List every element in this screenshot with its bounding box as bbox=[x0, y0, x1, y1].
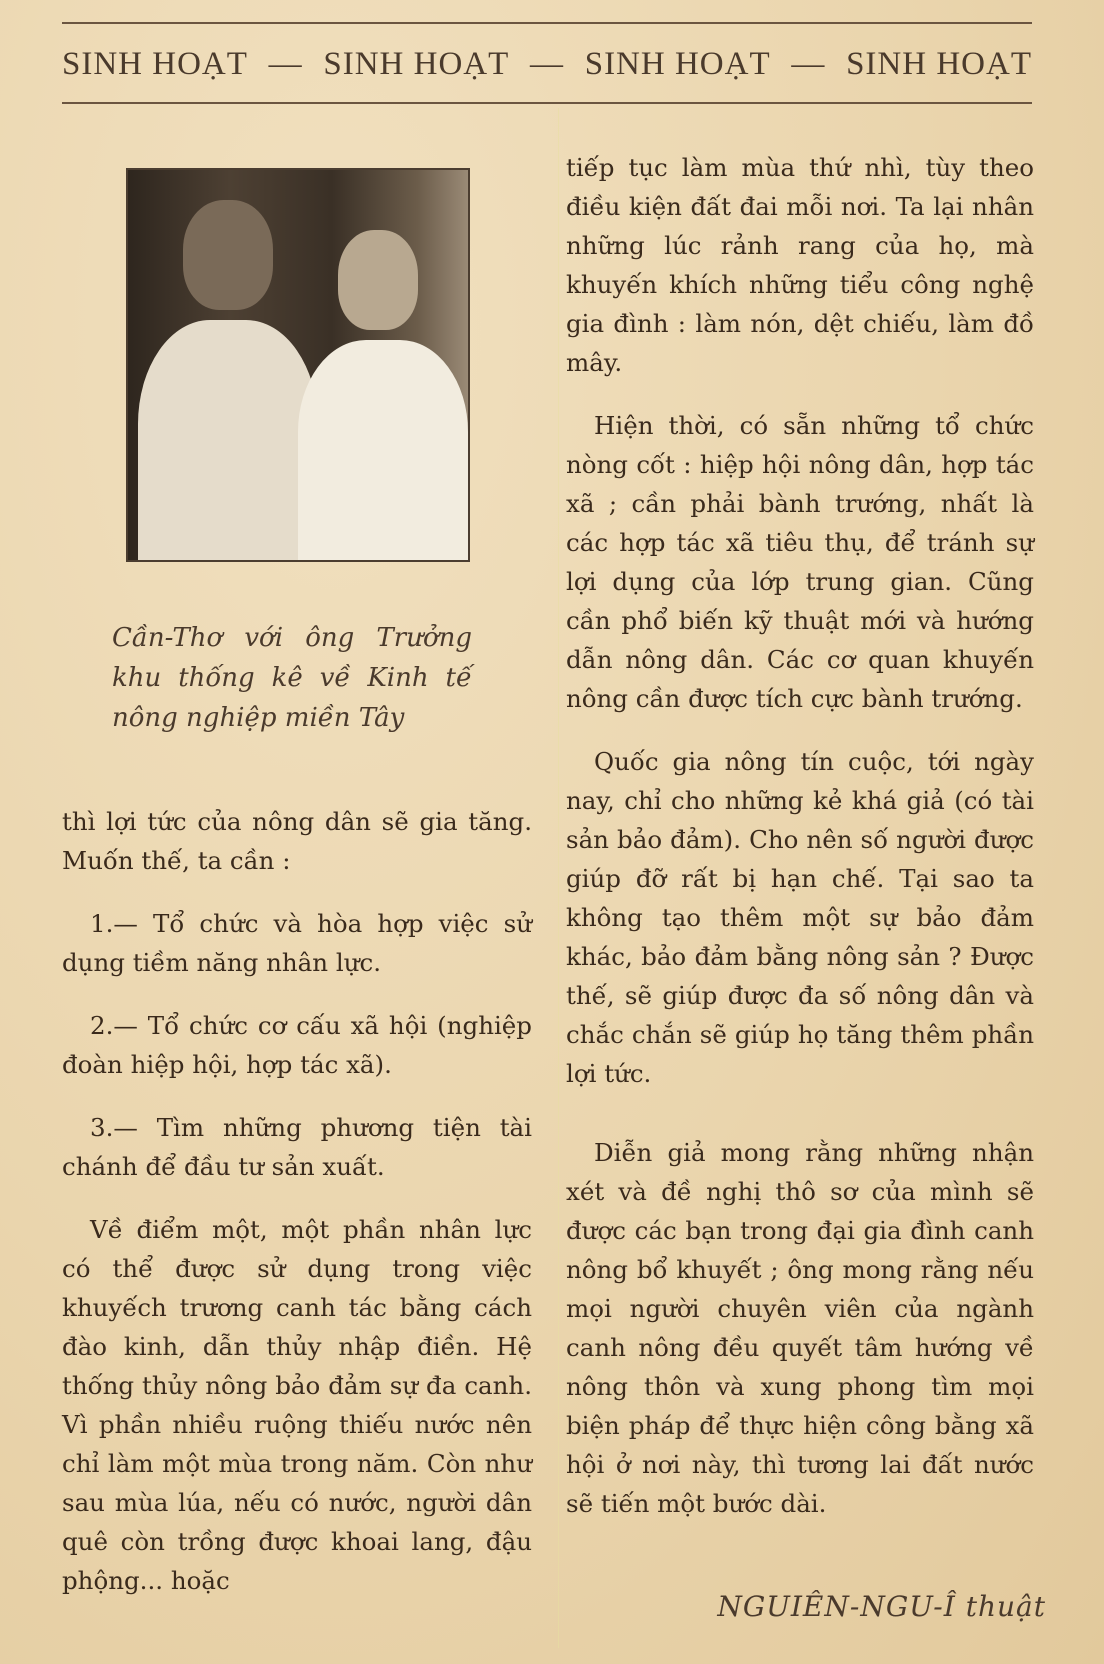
left-column bbox=[62, 802, 532, 1600]
paragraph: Hiện thời, có sẵn những tổ chức nòng cốt : hiệp hội nông dân, hợp tác xã ; cần phải bành trướng, nhất là các hợp tác xã tiêu thụ, để tránh sự lợi dụng của lớp trung gian. Cũng cần phổ biến kỹ thuật mới và hướng dẫn nông dân. Các cơ quan khuyến nông cần được tích cực bành trướng. bbox=[566, 411, 1034, 713]
header-segment: SINH HOẠT bbox=[323, 45, 510, 82]
photo-person-left bbox=[138, 200, 313, 560]
right-column bbox=[566, 148, 1034, 1523]
header-dash: — bbox=[791, 45, 826, 82]
header-segment: SINH HOẠT bbox=[584, 45, 771, 82]
paragraph: Diễn giả mong rằng những nhận xét và đề nghị thô sơ của mình sẽ được các bạn trong đại gia đình canh nông bổ khuyết ; ông mong rằng nếu mọi người chuyên viên của ngành canh nông đều quyết tâm hướng về nông thôn và xung phong tìm mọi biện pháp để thực hiện công bằng xã hội ở nơi này, thì tương lai đất nước sẽ tiến một bước dài. bbox=[566, 1138, 1034, 1518]
column-divider bbox=[558, 108, 559, 1648]
author-signature: NGUIÊN-NGU-Î thuật bbox=[717, 1590, 1046, 1623]
paragraph: 1.— Tổ chức và hòa hợp việc sử dụng tiềm năng nhân lực. bbox=[62, 909, 532, 977]
paragraph: Về điểm một, một phần nhân lực có thể được sử dụng trong việc khuyếch trương canh tác bằng cách đào kinh, dẫn thủy nhập điền. Hệ thống thủy nông bảo đảm sự đa canh. Vì phần nhiều ruộng thiếu nước nên chỉ làm một mùa trong năm. Còn như sau mùa lúa, nếu có nước, người dân quê còn trồng được khoai lang, đậu phộng... hoặc bbox=[62, 1215, 532, 1595]
paragraph: 3.— Tìm những phương tiện tài chánh để đầu tư sản xuất. bbox=[62, 1113, 532, 1181]
paragraph: Quốc gia nông tín cuộc, tới ngày nay, chỉ cho những kẻ khá giả (có tài sản bảo đảm). Cho nên số người được giúp đỡ rất bị hạn chế. Tại sao ta không tạo thêm một sự bảo đảm khác, bảo đảm bằng nông sản ? Được thế, sẽ giúp được đa số nông dân và chắc chắn sẽ giúp họ tăng thêm phần lợi tức. bbox=[566, 747, 1034, 1088]
paragraph: tiếp tục làm mùa thứ nhì, tùy theo điều kiện đất đai mỗi nơi. Ta lại nhân những lúc rảnh rang của họ, mà khuyến khích những tiểu công nghệ gia đình : làm nón, dệt chiếu, làm đồ mây. bbox=[566, 153, 1034, 377]
photo-two-men bbox=[128, 170, 468, 560]
header-segment: SINH HOẠT bbox=[846, 45, 1032, 82]
caption-line: khu thống kê về Kinh tế bbox=[112, 663, 472, 693]
paragraph: 2.— Tổ chức cơ cấu xã hội (nghiệp đoàn hiệp hội, hợp tác xã). bbox=[62, 1011, 532, 1079]
header-dash: — bbox=[530, 45, 564, 82]
header-top-rule bbox=[62, 22, 1032, 24]
header-bottom-rule bbox=[62, 102, 1032, 104]
header-dash: — bbox=[268, 45, 303, 82]
caption-line: Cần-Thơ với ông Trưởng bbox=[112, 623, 472, 653]
section-header bbox=[62, 42, 1032, 86]
photo-caption bbox=[112, 618, 472, 738]
caption-line: nông nghiệp miền Tây bbox=[112, 703, 405, 733]
paragraph: thì lợi tức của nông dân sẽ gia tăng. Muốn thế, ta cần : bbox=[62, 807, 532, 875]
photo-person-right bbox=[298, 230, 468, 560]
header-segment: SINH HOẠT bbox=[62, 45, 248, 82]
